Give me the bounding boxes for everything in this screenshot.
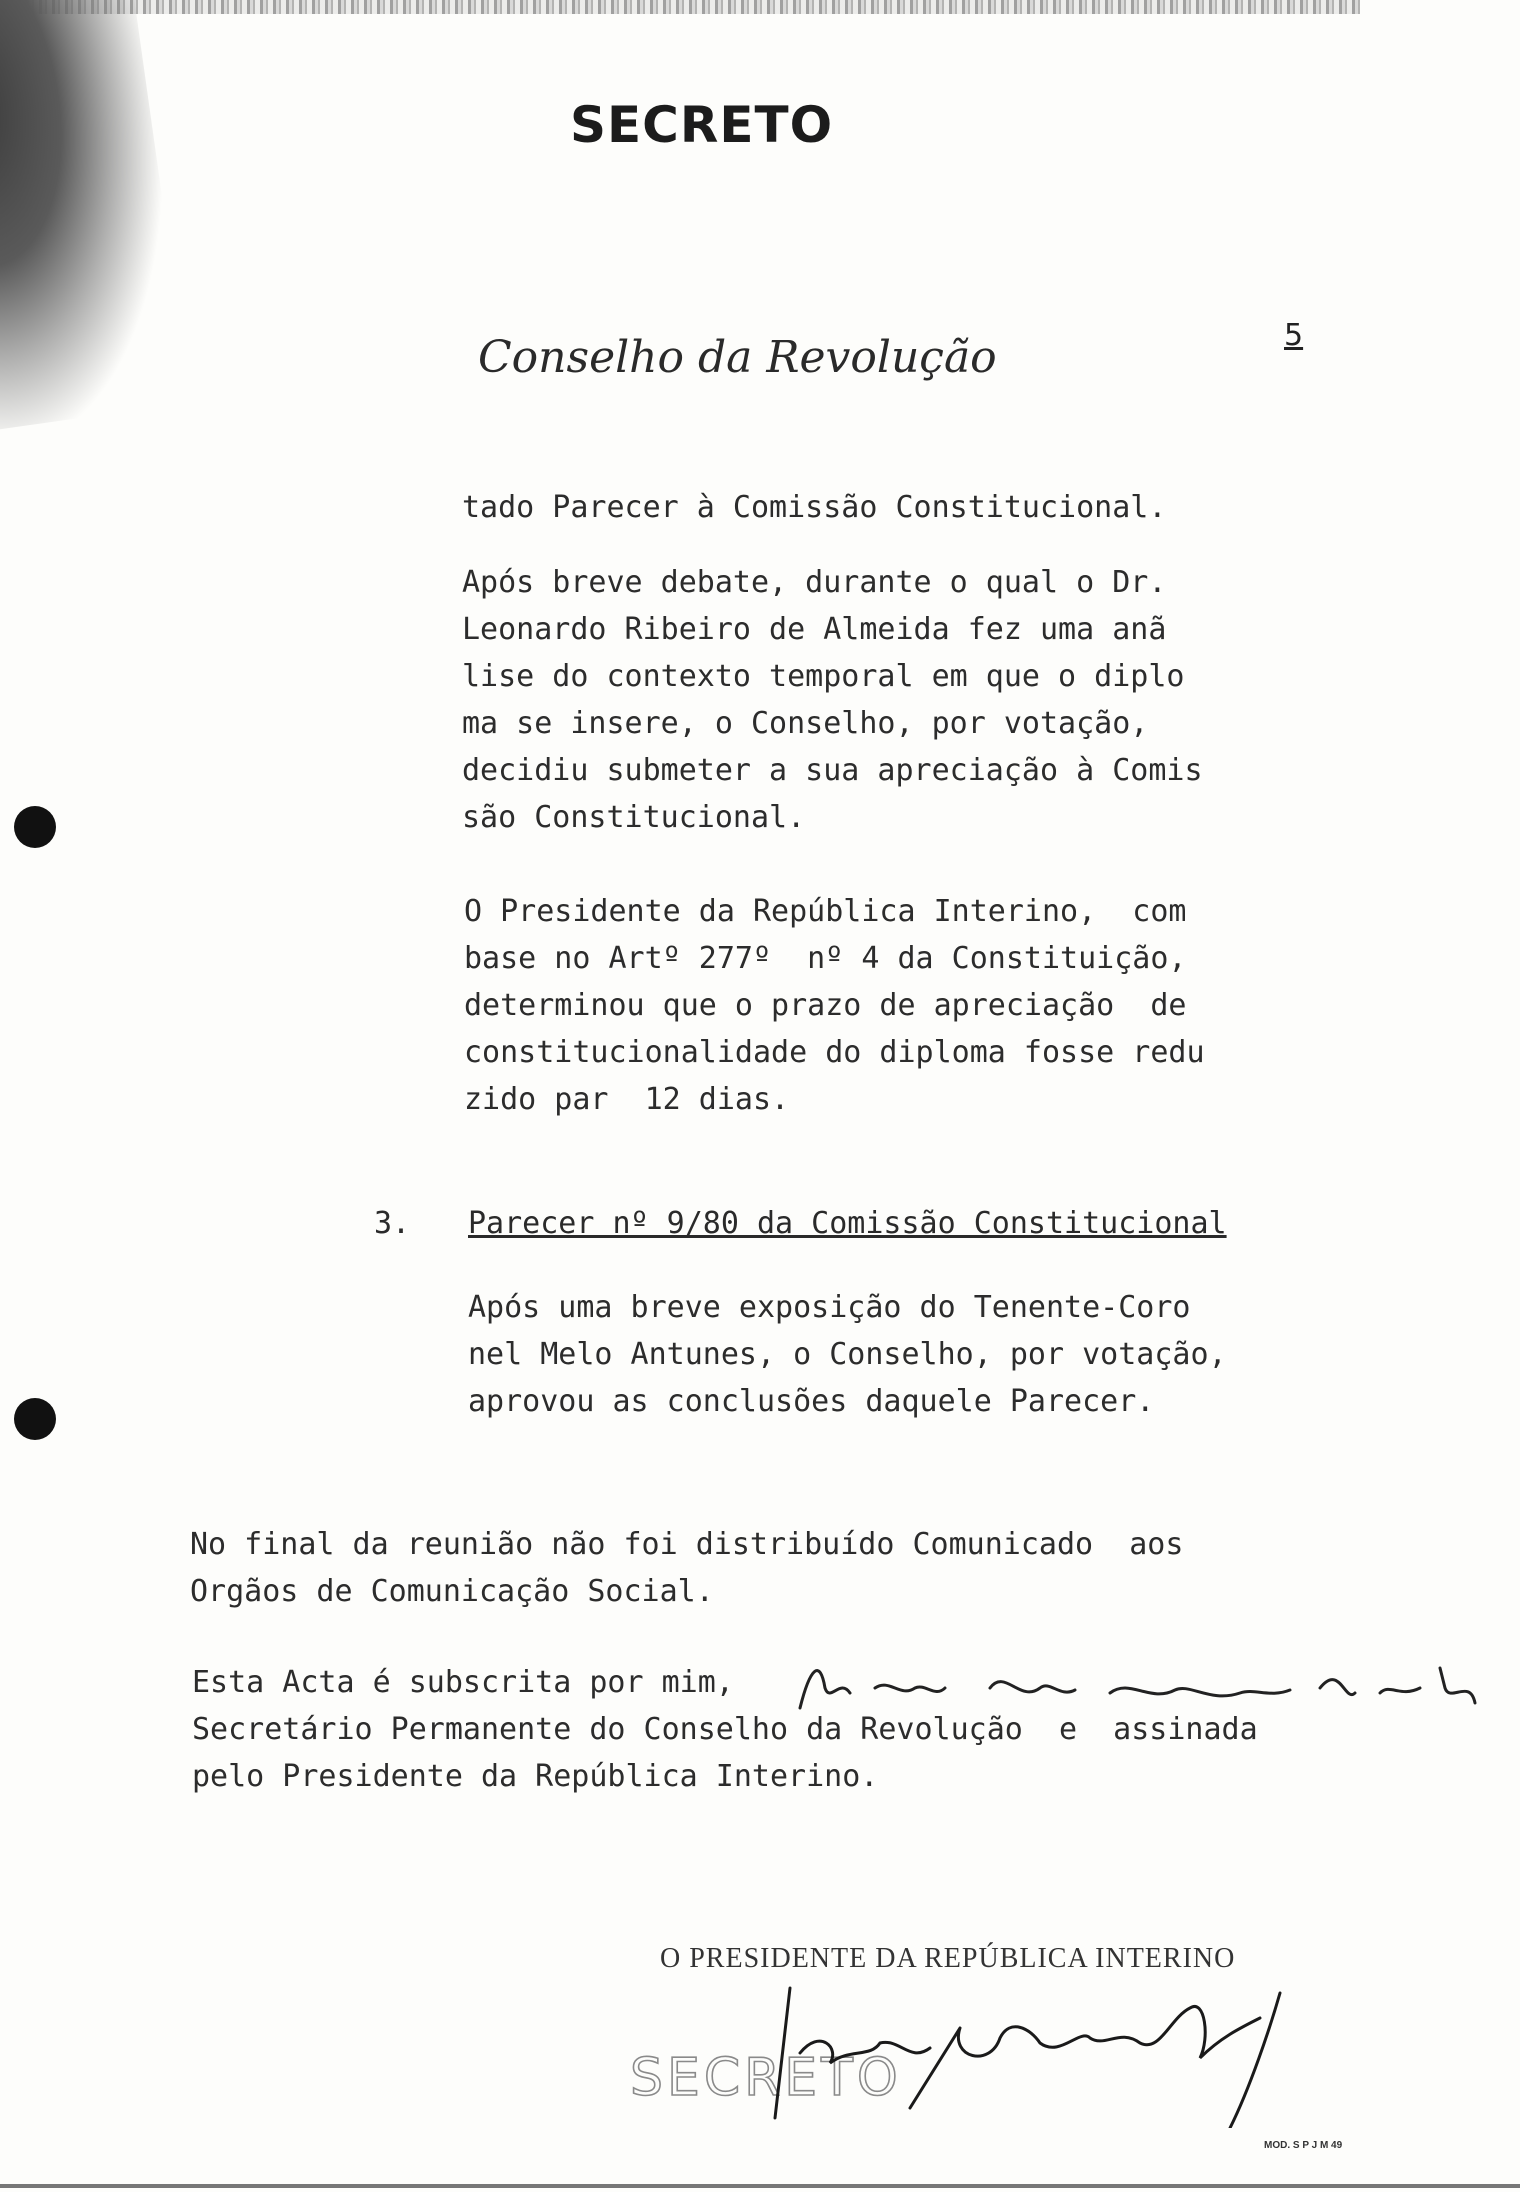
paragraph-debate: Após breve debate, durante o qual o Dr. Leonardo Ribeiro de Almeida fez uma anã lise do contexto temporal em que o diplo ma se insere, o Conselho, por votação, decidiu submeter a sua apreciação à Comis são Constitucional. [462, 565, 1203, 835]
form-code: MOD. S P J M 49 [1264, 2140, 1343, 2151]
president-title: O PRESIDENTE DA REPÚBLICA INTERINO [660, 1943, 1236, 1974]
paragraph-president-decision: O Presidente da República Interino, com base no Artº 277º nº 4 da Constituição, determinou que o prazo de apreciação de constitucionalidade do diploma fosse redu zido par 12 dias. [464, 894, 1205, 1117]
paragraph-approval: Após uma breve exposição do Tenente-Coro nel Melo Antunes, o Conselho, por votação, aprovou as conclusões daquele Parecer. [468, 1290, 1227, 1419]
secret-stamp: SECRETO [630, 2048, 902, 2108]
punch-hole-upper [14, 806, 56, 848]
paragraph-communique: No final da reunião não foi distribuído Comunicado aos Orgãos de Comunicação Social. [190, 1527, 1184, 1609]
president-signature [760, 1968, 1360, 2128]
paragraph-continuation: tado Parecer à Comissão Constitucional. [462, 490, 1167, 525]
secretary-signature [780, 1648, 1480, 1718]
scan-noise [0, 0, 1360, 14]
item-number: 3. [374, 1206, 411, 1241]
punch-hole-lower [14, 1398, 56, 1440]
classification-marking: SECRETO [570, 96, 834, 154]
scan-smudge [0, 0, 191, 433]
paragraph-attestation: Esta Acta é subscrita por mim, Secretário Permanente do Conselho da Revolução e assinada pelo Presidente da República Interino. [192, 1665, 1258, 1794]
letterhead: Conselho da Revolução [478, 332, 997, 383]
page-number: 5 [1284, 318, 1304, 353]
bottom-edge-line [0, 2184, 1520, 2188]
item-heading: Parecer nº 9/80 da Comissão Constitucional [468, 1206, 1227, 1241]
